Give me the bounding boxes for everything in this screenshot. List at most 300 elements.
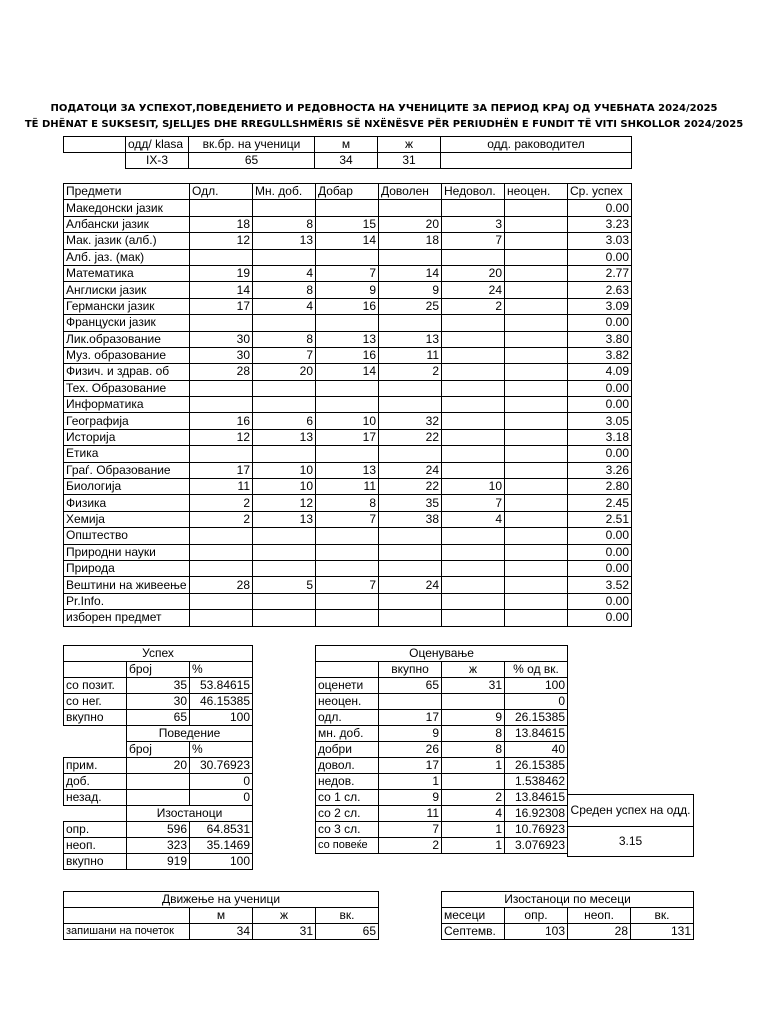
subject-name: Математика: [64, 265, 190, 281]
subject-grade-count: [505, 560, 568, 576]
subject-average: 3.52: [568, 577, 632, 593]
subject-average: 0.00: [568, 560, 632, 576]
subject-grade-count: [442, 462, 505, 478]
subject-average: 0.00: [568, 446, 632, 462]
subject-grade-count: [505, 380, 568, 396]
subject-grade-count: [505, 233, 568, 249]
subject-grade-count: 12: [190, 429, 253, 445]
subject-name: Лик.образование: [64, 331, 190, 347]
ocenuvanje-percent: 1.538462: [505, 774, 568, 790]
dvizenje-col-header: [64, 908, 190, 924]
povedenie-blank: [64, 742, 127, 758]
ocenuvanje-row: [316, 790, 568, 806]
subject-name: Физика: [64, 495, 190, 511]
class-average-label: Среден успех на одд.: [568, 795, 694, 827]
subject-row: [64, 380, 632, 396]
subjects-header-cell: Добар: [316, 184, 379, 200]
subject-grade-count: [505, 413, 568, 429]
subject-grade-count: [505, 249, 568, 265]
subject-grade-count: 7: [442, 233, 505, 249]
ocenuvanje-blank: [316, 662, 379, 678]
subject-grade-count: 24: [379, 577, 442, 593]
ocenuvanje-table: [315, 645, 568, 854]
subject-row: [64, 446, 632, 462]
subject-average: 3.80: [568, 331, 632, 347]
class-info-value-row: [64, 153, 632, 169]
subject-grade-count: [442, 528, 505, 544]
uspeh-count: 65: [127, 710, 190, 726]
subject-grade-count: 9: [316, 282, 379, 298]
ocenuvanje-total: 26: [379, 742, 442, 758]
subject-grade-count: 38: [379, 511, 442, 527]
subject-row: [64, 397, 632, 413]
subject-grade-count: [505, 577, 568, 593]
subject-grade-count: [316, 397, 379, 413]
subject-name: Алб. јаз. (мак): [64, 249, 190, 265]
subject-name: Историја: [64, 429, 190, 445]
ocenuvanje-row: [316, 838, 568, 854]
uspeh-row-label: со нег.: [64, 694, 127, 710]
monthly-absences-title: Изостаноци по месеци: [442, 892, 694, 908]
subject-name: Тех. Образование: [64, 380, 190, 396]
ocenuvanje-female: 31: [442, 678, 505, 694]
subject-grade-count: 17: [316, 429, 379, 445]
subject-grade-count: 8: [253, 282, 316, 298]
dvizenje-table: [63, 891, 379, 940]
subject-grade-count: 7: [316, 511, 379, 527]
subject-name: Македонски јазик: [64, 200, 190, 216]
subject-name: Природа: [64, 560, 190, 576]
ocenuvanje-female: 1: [442, 838, 505, 854]
povedenie-percent: 30.76923: [190, 758, 253, 774]
subject-average: 2.80: [568, 479, 632, 495]
subject-grade-count: [190, 397, 253, 413]
izostanoci-count: 323: [127, 838, 190, 854]
subject-grade-count: 15: [316, 216, 379, 232]
subject-grade-count: 14: [190, 282, 253, 298]
subjects-header-cell: Одл.: [190, 184, 253, 200]
subject-grade-count: [190, 315, 253, 331]
subject-grade-count: [505, 528, 568, 544]
subject-grade-count: [442, 380, 505, 396]
subject-row: [64, 544, 632, 560]
subject-average: 4.09: [568, 364, 632, 380]
subject-grade-count: [253, 560, 316, 576]
ocenuvanje-total: 17: [379, 710, 442, 726]
izostanoci-blank: [64, 806, 127, 822]
subjects-header-cell: Предмети: [64, 184, 190, 200]
subject-grade-count: [442, 249, 505, 265]
ocenuvanje-percent: 13.84615: [505, 790, 568, 806]
subject-name: Англиски јазик: [64, 282, 190, 298]
monthly-absences-table: [441, 891, 694, 940]
subject-grade-count: [505, 544, 568, 560]
ocenuvanje-row-label: оценети: [316, 678, 379, 694]
subject-row: [64, 577, 632, 593]
ocenuvanje-row: [316, 678, 568, 694]
subject-row: [64, 364, 632, 380]
subject-grade-count: 14: [316, 364, 379, 380]
ocenuvanje-row-label: со повеќе: [316, 838, 379, 854]
subject-grade-count: [190, 200, 253, 216]
subject-grade-count: [190, 593, 253, 609]
uspeh-count: 35: [127, 678, 190, 694]
subject-grade-count: [379, 528, 442, 544]
subject-grade-count: [316, 544, 379, 560]
uspeh-percent: 53.84615: [190, 678, 253, 694]
ocenuvanje-total: 9: [379, 726, 442, 742]
uspeh-percent: 46.15385: [190, 694, 253, 710]
class-info-header-row: [64, 137, 632, 153]
subject-grade-count: 22: [379, 479, 442, 495]
class-average-value: 3.15: [568, 827, 694, 857]
dvizenje-female: 31: [253, 924, 316, 940]
subject-grade-count: [316, 610, 379, 626]
ocenuvanje-female: 1: [442, 822, 505, 838]
class-value-cell: 65: [189, 153, 315, 169]
subject-row: [64, 610, 632, 626]
subject-grade-count: [253, 397, 316, 413]
uspeh-title: Успех: [64, 646, 253, 662]
povedenie-count: [127, 790, 190, 806]
izostanoci-percent: 64.8531: [190, 822, 253, 838]
class-info-blank: [64, 153, 126, 169]
izostanoci-row-label: неоп.: [64, 838, 127, 854]
subject-name: Албански јазик: [64, 216, 190, 232]
ocenuvanje-total: 11: [379, 806, 442, 822]
class-average-box: [567, 794, 694, 857]
subject-grade-count: [505, 593, 568, 609]
monthly-col-header: неоп.: [568, 908, 631, 924]
ocenuvanje-percent: 40: [505, 742, 568, 758]
dvizenje-col-header: ж: [253, 908, 316, 924]
ocenuvanje-row: [316, 694, 568, 710]
ocenuvanje-percent: 13.84615: [505, 726, 568, 742]
subject-grade-count: [253, 593, 316, 609]
subject-grade-count: 13: [253, 511, 316, 527]
subject-grade-count: [379, 610, 442, 626]
ocenuvanje-col-header: ж: [442, 662, 505, 678]
uspeh-col-header: број: [127, 662, 190, 678]
subject-grade-count: [379, 593, 442, 609]
ocenuvanje-percent: 3.076923: [505, 838, 568, 854]
subject-grade-count: [442, 413, 505, 429]
monthly-unexcused: 28: [568, 924, 631, 940]
subject-grade-count: [253, 446, 316, 462]
subject-grade-count: [505, 479, 568, 495]
povedenie-title: Поведение: [127, 726, 253, 742]
subject-grade-count: [505, 429, 568, 445]
subject-grade-count: [379, 560, 442, 576]
subject-grade-count: 11: [379, 347, 442, 363]
subject-grade-count: 13: [379, 331, 442, 347]
subject-grade-count: 2: [190, 511, 253, 527]
subject-grade-count: 16: [316, 298, 379, 314]
subject-grade-count: 3: [442, 216, 505, 232]
subject-grade-count: 8: [253, 216, 316, 232]
subject-name: Физич. и здрав. об: [64, 364, 190, 380]
subject-grade-count: [379, 249, 442, 265]
subject-row: [64, 511, 632, 527]
subject-grade-count: [442, 560, 505, 576]
dvizenje-col-header: м: [190, 908, 253, 924]
ocenuvanje-female: 4: [442, 806, 505, 822]
subject-grade-count: [190, 380, 253, 396]
subject-grade-count: 10: [253, 479, 316, 495]
povedenie-row-label: прим.: [64, 758, 127, 774]
class-value-cell: [441, 153, 632, 169]
ocenuvanje-row-label: мн. доб.: [316, 726, 379, 742]
subject-grade-count: [190, 610, 253, 626]
subject-name: Pr.Info.: [64, 593, 190, 609]
subjects-header-row: [64, 184, 632, 200]
subject-grade-count: 7: [253, 347, 316, 363]
ocenuvanje-row-label: со 1 сл.: [316, 790, 379, 806]
subject-average: 0.00: [568, 610, 632, 626]
subject-grade-count: 32: [379, 413, 442, 429]
ocenuvanje-row-label: со 3 сл.: [316, 822, 379, 838]
subject-grade-count: [505, 265, 568, 281]
subject-name: изборен предмет: [64, 610, 190, 626]
subject-grade-count: 4: [442, 511, 505, 527]
subject-grade-count: [442, 315, 505, 331]
subject-grade-count: [316, 593, 379, 609]
subject-grade-count: 5: [253, 577, 316, 593]
subject-grade-count: 2: [379, 364, 442, 380]
subject-grade-count: [379, 380, 442, 396]
subject-grade-count: [505, 331, 568, 347]
subject-grade-count: 10: [316, 413, 379, 429]
subject-grade-count: [442, 397, 505, 413]
ocenuvanje-female: 9: [442, 710, 505, 726]
uspeh-blank: [64, 662, 127, 678]
subject-grade-count: [253, 528, 316, 544]
subject-grade-count: 11: [190, 479, 253, 495]
izostanoci-percent: 35.1469: [190, 838, 253, 854]
ocenuvanje-row-label: неоцен.: [316, 694, 379, 710]
subject-grade-count: [379, 544, 442, 560]
subject-grade-count: [190, 528, 253, 544]
uspeh-table: [63, 645, 253, 870]
subject-row: [64, 265, 632, 281]
ocenuvanje-col-header: % од вк.: [505, 662, 568, 678]
subject-grade-count: [316, 200, 379, 216]
ocenuvanje-total: 17: [379, 758, 442, 774]
subject-grade-count: [505, 216, 568, 232]
subject-average: 2.51: [568, 511, 632, 527]
ocenuvanje-total: 7: [379, 822, 442, 838]
subject-grade-count: 24: [442, 282, 505, 298]
povedenie-count: [127, 774, 190, 790]
subject-name: Муз. образование: [64, 347, 190, 363]
subject-grade-count: 28: [190, 577, 253, 593]
subjects-table: [63, 183, 632, 627]
monthly-total: 131: [631, 924, 694, 940]
subject-grade-count: [442, 331, 505, 347]
dvizenje-total: 65: [316, 924, 379, 940]
povedenie-blank: [64, 726, 127, 742]
subject-grade-count: 25: [379, 298, 442, 314]
subject-grade-count: [190, 544, 253, 560]
class-info-table: [63, 136, 632, 169]
povedenie-col-header: број: [127, 742, 190, 758]
class-value-cell: IX-3: [126, 153, 189, 169]
subject-grade-count: 2: [190, 495, 253, 511]
subject-row: [64, 347, 632, 363]
ocenuvanje-percent: 10.76923: [505, 822, 568, 838]
subject-grade-count: [316, 249, 379, 265]
subject-grade-count: [316, 315, 379, 331]
subject-grade-count: 13: [316, 331, 379, 347]
subject-name: Биологија: [64, 479, 190, 495]
subject-grade-count: 17: [190, 462, 253, 478]
subject-average: 3.82: [568, 347, 632, 363]
ocenuvanje-female: 2: [442, 790, 505, 806]
ocenuvanje-percent: 0: [505, 694, 568, 710]
subject-average: 0.00: [568, 200, 632, 216]
subject-name: Општество: [64, 528, 190, 544]
monthly-col-header: вк.: [631, 908, 694, 924]
subject-average: 2.77: [568, 265, 632, 281]
ocenuvanje-row: [316, 710, 568, 726]
ocenuvanje-female: [442, 694, 505, 710]
subject-grade-count: [253, 380, 316, 396]
subject-name: Граѓ. Образование: [64, 462, 190, 478]
ocenuvanje-percent: 100: [505, 678, 568, 694]
subject-grade-count: [316, 446, 379, 462]
class-header-cell: м: [315, 137, 378, 153]
subject-grade-count: [379, 200, 442, 216]
subject-grade-count: 30: [190, 347, 253, 363]
ocenuvanje-row: [316, 806, 568, 822]
subject-name: Хемија: [64, 511, 190, 527]
ocenuvanje-total: 2: [379, 838, 442, 854]
subject-average: 3.03: [568, 233, 632, 249]
report-title-mk: ПОДАТОЦИ ЗА УСПЕХОТ,ПОВЕДЕНИЕТО И РЕДОВНОСТА НА УЧЕНИЦИТЕ ЗА ПЕРИОД КРАЈ ОД УЧЕБНАТА 2024/2025: [50, 103, 718, 114]
subject-grade-count: [505, 282, 568, 298]
izostanoci-count: 596: [127, 822, 190, 838]
subject-average: 3.05: [568, 413, 632, 429]
subject-grade-count: 14: [379, 265, 442, 281]
ocenuvanje-female: 8: [442, 742, 505, 758]
subject-grade-count: [253, 610, 316, 626]
subject-average: 2.63: [568, 282, 632, 298]
subject-grade-count: 8: [316, 495, 379, 511]
subject-grade-count: [253, 544, 316, 560]
subject-grade-count: [442, 364, 505, 380]
subject-grade-count: 17: [190, 298, 253, 314]
ocenuvanje-row: [316, 726, 568, 742]
povedenie-count: 20: [127, 758, 190, 774]
subject-average: 0.00: [568, 544, 632, 560]
povedenie-percent: 0: [190, 774, 253, 790]
subject-row: [64, 495, 632, 511]
subject-grade-count: 19: [190, 265, 253, 281]
subject-grade-count: 7: [316, 577, 379, 593]
uspeh-row-label: вкупно: [64, 710, 127, 726]
subject-grade-count: [442, 577, 505, 593]
subject-grade-count: 2: [442, 298, 505, 314]
subject-grade-count: 14: [316, 233, 379, 249]
subject-grade-count: [505, 347, 568, 363]
monthly-month: Септемв.: [442, 924, 505, 940]
subject-grade-count: [442, 593, 505, 609]
dvizenje-title: Движење на ученици: [64, 892, 379, 908]
subjects-header-cell: Доволен: [379, 184, 442, 200]
subject-grade-count: 7: [442, 495, 505, 511]
subject-grade-count: 24: [379, 462, 442, 478]
subject-name: Природни науки: [64, 544, 190, 560]
subject-grade-count: 18: [379, 233, 442, 249]
izostanoci-percent: 100: [190, 854, 253, 870]
subject-row: [64, 200, 632, 216]
subject-grade-count: [505, 298, 568, 314]
ocenuvanje-row: [316, 758, 568, 774]
subject-grade-count: 13: [253, 233, 316, 249]
subject-name: Информатика: [64, 397, 190, 413]
ocenuvanje-total: 1: [379, 774, 442, 790]
subjects-header-cell: Недовол.: [442, 184, 505, 200]
dvizenje-row-label: запишани на почеток: [64, 924, 190, 940]
izostanoci-count: 919: [127, 854, 190, 870]
subject-grade-count: 12: [253, 495, 316, 511]
subject-name: Етика: [64, 446, 190, 462]
subject-name: Географија: [64, 413, 190, 429]
subject-average: 0.00: [568, 593, 632, 609]
subject-row: [64, 429, 632, 445]
subject-average: 3.18: [568, 429, 632, 445]
ocenuvanje-total: [379, 694, 442, 710]
subject-average: 2.45: [568, 495, 632, 511]
subject-row: [64, 233, 632, 249]
subject-row: [64, 528, 632, 544]
subject-grade-count: [442, 347, 505, 363]
subject-grade-count: 16: [190, 413, 253, 429]
subject-grade-count: 9: [379, 282, 442, 298]
class-header-cell: одд. раководител: [441, 137, 632, 153]
subject-grade-count: [505, 495, 568, 511]
subject-grade-count: 12: [190, 233, 253, 249]
subject-grade-count: 22: [379, 429, 442, 445]
izostanoci-row-label: опр.: [64, 822, 127, 838]
subject-grade-count: [505, 610, 568, 626]
subject-name: Германски јазик: [64, 298, 190, 314]
subject-grade-count: [442, 200, 505, 216]
subject-row: [64, 413, 632, 429]
subject-row: [64, 249, 632, 265]
izostanoci-row-label: вкупно: [64, 854, 127, 870]
uspeh-percent: 100: [190, 710, 253, 726]
ocenuvanje-total: 9: [379, 790, 442, 806]
subject-row: [64, 331, 632, 347]
subject-grade-count: [505, 511, 568, 527]
subjects-header-cell: неоцен.: [505, 184, 568, 200]
subject-row: [64, 479, 632, 495]
ocenuvanje-female: 8: [442, 726, 505, 742]
subject-grade-count: 13: [316, 462, 379, 478]
dvizenje-male: 34: [190, 924, 253, 940]
subject-grade-count: 18: [190, 216, 253, 232]
subject-grade-count: 10: [442, 479, 505, 495]
class-info-blank: [64, 137, 126, 153]
subject-grade-count: 8: [253, 331, 316, 347]
report-title-sq: TË DHËNAT E SUKSESIT, SJELLJES DHE RREGULLSHMËRIS SË NXËNËSVE PËR PERIUDHËN E FUNDIT TË VITI SHKOLLOR 2024/2025: [24, 119, 744, 130]
subjects-header-cell: Мн. доб.: [253, 184, 316, 200]
ocenuvanje-percent: 26.15385: [505, 710, 568, 726]
subject-grade-count: 10: [253, 462, 316, 478]
monthly-col-header: опр.: [505, 908, 568, 924]
ocenuvanje-row-label: довол.: [316, 758, 379, 774]
